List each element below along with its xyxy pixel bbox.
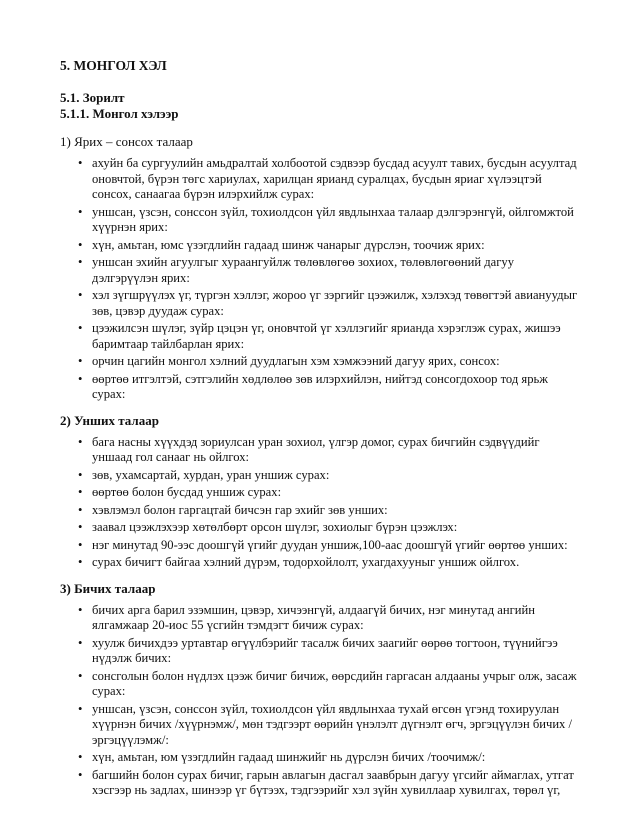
writing-list — [60, 603, 578, 799]
list-item: • зөв, ухамсартай, хурдан, уран уншиж сурах: — [92, 468, 578, 484]
list-item: • өөртөө болон бусдад уншиж сурах: — [92, 485, 578, 501]
list-item: • ахуйн ба сургуулийн амьдралтай холбоотой сэдвээр бусдад асуулт тавих, бусдын асуултад оновчтой, бүрэн төгс хариулах, харилцан ярианд суралцах, бусдын яриаг хүлээцтэй сонсох, санаагаа бүрэн илэрхийлж сурах: — [92, 156, 578, 203]
part-heading-reading: 2) Унших талаар — [60, 412, 159, 428]
list-item: • бага насны хүүхдэд зориулсан уран зохиол, үлгэр домог, сурах бичгийн сэдвүүдийг уншаад гол санааг нь ойлгох: — [92, 435, 578, 466]
part-heading-writing: 3) Бичих талаар — [60, 580, 156, 596]
list-item: • уншсан, үзсэн, сонссон зүйл, тохиолдсон үйл явдлынхаа талаар дэлгэрэнгүй, ойлгомжтой хүүрнэн ярих: — [92, 205, 578, 236]
list-item: • орчин цагийн монгол хэлний дуудлагын хэм хэмжээний дагуу ярих, сонсох: — [92, 354, 578, 370]
list-item: • хүн, амьтан, юм үзэгдлийн гадаад шинжийг нь дүрслэн бичих /тоочимж/: — [92, 750, 578, 766]
chapter-title: 5. МОНГОЛ ХЭЛ — [60, 58, 167, 73]
list-item: • заавал цээжлэхээр хөтөлбөрт орсон шүлэг, зохиолыг бүрэн цээжлэх: — [92, 520, 578, 536]
list-item: • бичих арга барил эзэмшин, цэвэр, хичээнгүй, алдаагүй бичих, нэг минутад ангийн ялгамжаар 20-иос 55 үсгийн тэмдэгт бичиж сурах: — [92, 603, 578, 634]
section-title: 5.1. Зорилт — [60, 90, 125, 105]
list-item: • хэл зүгшрүүлэх үг, түргэн хэллэг, жороо үг зэргийг цээжилж, хэлэхэд төвөгтэй авиануудыг зөв, цэвэр дуудаж сурах: — [92, 288, 578, 319]
list-item: • өөртөө итгэлтэй, сэтгэлийн хөдлөлөө зөв илэрхийлэн, нийтэд сонсогдохоор тод ярьж сурах: — [92, 372, 578, 403]
list-item: • хуулж бичихдээ уртавтар өгүүлбэрийг тасалж бичих заагийг өөрөө тогтоон, түүнийгээ нүдэлж бичих: — [92, 636, 578, 667]
list-item: • хүн, амьтан, юмс үзэгдлийн гадаад шинж чанарыг дүрслэн, тоочиж ярих: — [92, 238, 578, 254]
list-item: • уншсан, үзсэн, сонссон зүйл, тохиолдсон үйл явдлынхаа тухай өгсөн үгэнд тохируулан хүүрнэн бичих /хүүрнэмж/, мөн тэдгээрт өөрийн үнэлэлт дүгнэлт өгч, эргэцүүлэн бичих /эргэцүүлэмж/: — [92, 702, 578, 749]
list-item: • цээжилсэн шүлэг, зүйр цэцэн үг, оновчтой үг хэллэгийг ярианда хэрэглэж сурах, жишээ баримтаар тайлбарлан ярих: — [92, 321, 578, 352]
list-item: • сурах бичигт байгаа хэлний дүрэм, тодорхойлолт, ухагдахууныг уншиж ойлгох. — [92, 555, 578, 571]
list-item: • багшийн болон сурах бичиг, гарын авлагын дасгал заавбрын дагуу үгсийг аймаглах, утгат хэсгээр нь задлах, шинээр үг бүтээх, тэдгээрийг хэл зүйн хувиллаар хувилгах, төрөл үг, — [92, 768, 578, 799]
reading-list — [60, 435, 578, 571]
list-item: • уншсан эхийн агуулгыг хураангуйлж төлөвлөгөө зохиох, төлөвлөгөөний дагуу дэлгэрүүлэн ярих: — [92, 255, 578, 286]
list-item: • сонсголын болон нүдлэх цээж бичиг бичиж, өөрсдийн гаргасан алдааны учрыг олж, засаж сурах: — [92, 669, 578, 700]
part-heading-speaking: 1) Ярих – сонсох талаар — [60, 134, 193, 149]
subsection-title: 5.1.1. Монгол хэлээр — [60, 106, 179, 121]
speaking-list — [60, 156, 578, 403]
list-item: • хэвлэмэл болон гаргацтай бичсэн гар эхийг зөв унших: — [92, 503, 578, 519]
list-item: • нэг минутад 90-ээс доошгүй үгийг дуудан уншиж,100-аас доошгүй үгийг өөртөө унших: — [92, 538, 578, 554]
